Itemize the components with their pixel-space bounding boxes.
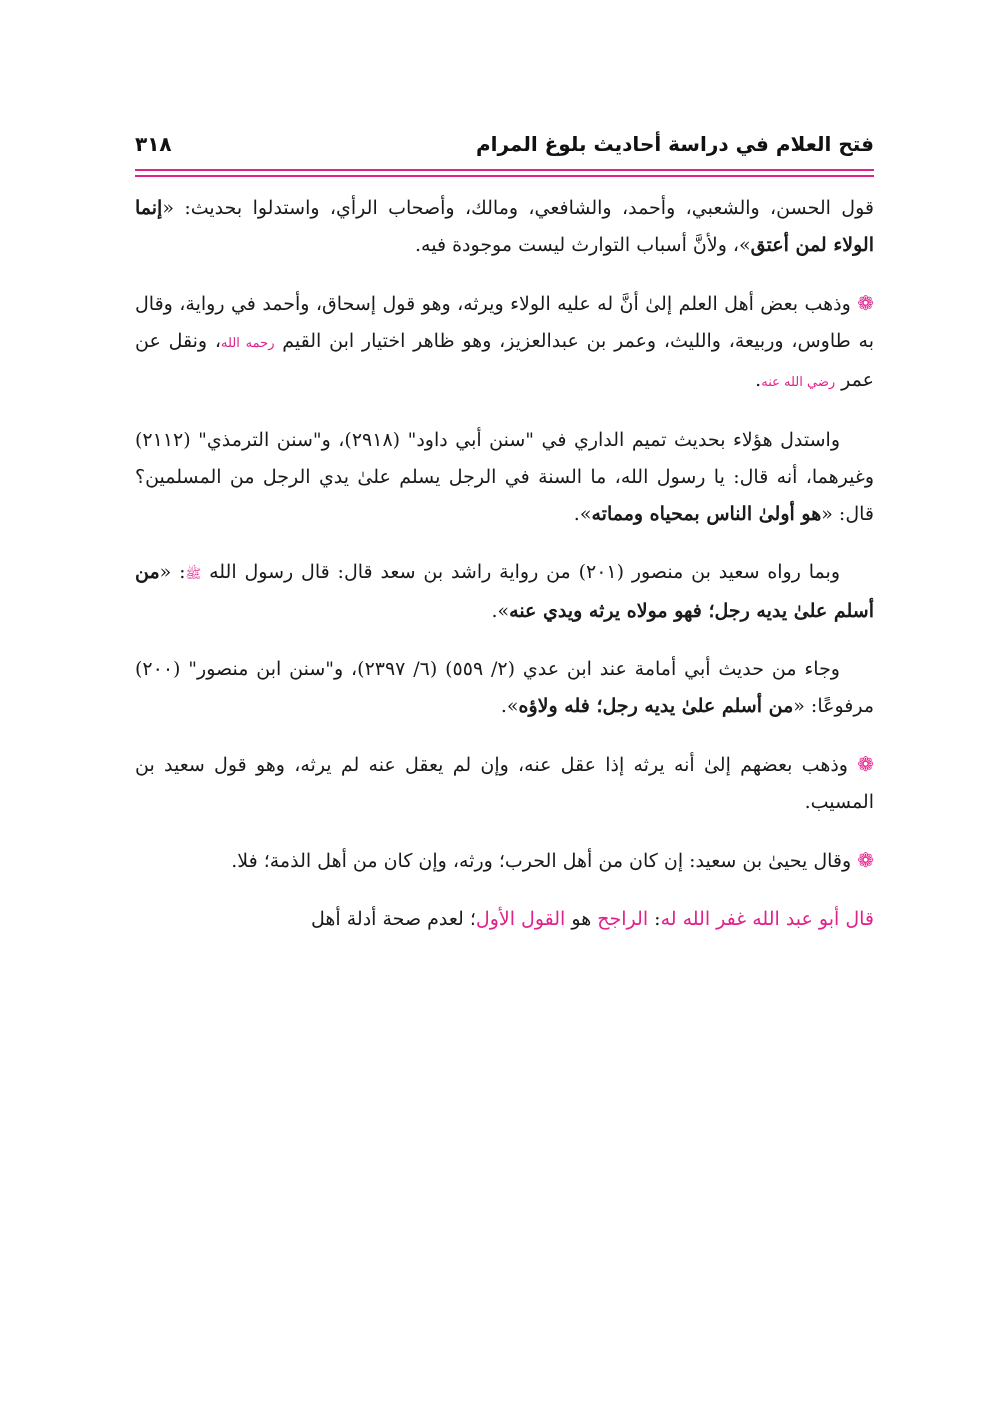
- paragraph-text: قول الحسن، والشعبي، وأحمد، والشافعي، ومالك، وأصحاب الرأي، واستدلوا بحديث: «: [162, 197, 874, 219]
- paragraph-text: هو: [565, 908, 598, 930]
- flower-marker-icon: ❁: [857, 848, 874, 872]
- page-body: [135, 190, 874, 959]
- page-number: ٣١٨: [135, 132, 172, 156]
- paragraph-text: .: [755, 369, 762, 391]
- paragraph-6: [135, 746, 874, 821]
- paragraph-8: [135, 901, 874, 938]
- preferred-label: الراجح: [597, 908, 649, 930]
- hadith-quote: من أسلم علىٰ يديه رجل؛ فهو مولاه يرثه ويدي عنه: [135, 561, 874, 622]
- page-header: [135, 128, 874, 164]
- paragraph-text: وبما رواه سعيد بن منصور (٢٠١) من رواية راشد بن سعد قال: قال رسول الله: [201, 561, 840, 583]
- paragraph-text: وجاء من حديث أبي أمامة عند ابن عدي (٢/ ٥٥٩) (٦/ ٢٣٩٧)، و"سنن ابن منصور" (٢٠٠) مرفوعًا: «: [135, 658, 874, 717]
- hadith-quote: من أسلم علىٰ يديه رجل؛ فله ولاؤه: [518, 695, 794, 717]
- first-view-label: القول الأول: [475, 908, 566, 930]
- paragraph-text: ؛ لعدم صحة أدلة أهل: [311, 908, 476, 930]
- paragraph-text: : «: [159, 561, 186, 583]
- hadith-quote: هو أولىٰ الناس بمحياه ومماته: [591, 503, 822, 525]
- paragraph-text: ، ونقل عن عمر: [135, 330, 874, 391]
- paragraph-3: [135, 422, 874, 533]
- header-rule-top: [135, 169, 874, 171]
- salutation-glyph: ﷺ: [185, 567, 202, 582]
- paragraph-5: [135, 651, 874, 725]
- paragraph-text: ».: [500, 695, 519, 717]
- flower-marker-icon: ❁: [857, 291, 874, 315]
- running-title: فتح العلام في دراسة أحاديث بلوغ المرام: [475, 132, 874, 156]
- paragraph-2: [135, 285, 874, 401]
- paragraph-text: واستدل هؤلاء بحديث تميم الداري في "سنن أبي داود" (٢٩١٨)، و"سنن الترمذي" (٢١١٢) وغيرهما، أنه قال: يا رسول الله، ما السنة في الرجل يسلم علىٰ يدي الرجل من المسلمين؟ قال: «: [135, 429, 874, 525]
- honorific-glyph: رحمه الله: [220, 336, 275, 351]
- honorific-glyph: رضي الله عنه: [761, 375, 836, 390]
- hadith-quote: إنما الولاء لمن أعتق: [135, 197, 874, 256]
- author-statement: قال أبو عبد الله غفر الله له: [660, 908, 874, 930]
- paragraph-4: [135, 554, 874, 630]
- paragraph-text: وذهب بعضهم إلىٰ أنه يرثه إذا عقل عنه، وإن لم يعقل عنه لم يرثه، وهو قول سعيد بن المسيب.: [135, 754, 874, 813]
- paragraph-1: [135, 190, 874, 264]
- paragraph-text: »، ولأنَّ أسباب التوارث ليست موجودة فيه.: [415, 234, 751, 256]
- header-rule-bottom: [135, 175, 874, 177]
- paragraph-text: :: [648, 908, 661, 930]
- paragraph-text: ».: [573, 503, 592, 525]
- flower-marker-icon: ❁: [857, 752, 874, 776]
- paragraph-7: [135, 842, 874, 880]
- paragraph-text: وقال يحيىٰ بن سعيد: إن كان من أهل الحرب؛ ورثه، وإن كان من أهل الذمة؛ فلا.: [231, 850, 858, 872]
- paragraph-text: ».: [491, 600, 510, 622]
- paragraph-text: وذهب بعض أهل العلم إلىٰ أنَّ له عليه الولاء ويرثه، وهو قول إسحاق، وأحمد في رواية، وقال به طاوس، وربيعة، والليث، وعمر بن عبدالعزيز، وهو ظاهر اختيار ابن القيم: [135, 293, 875, 352]
